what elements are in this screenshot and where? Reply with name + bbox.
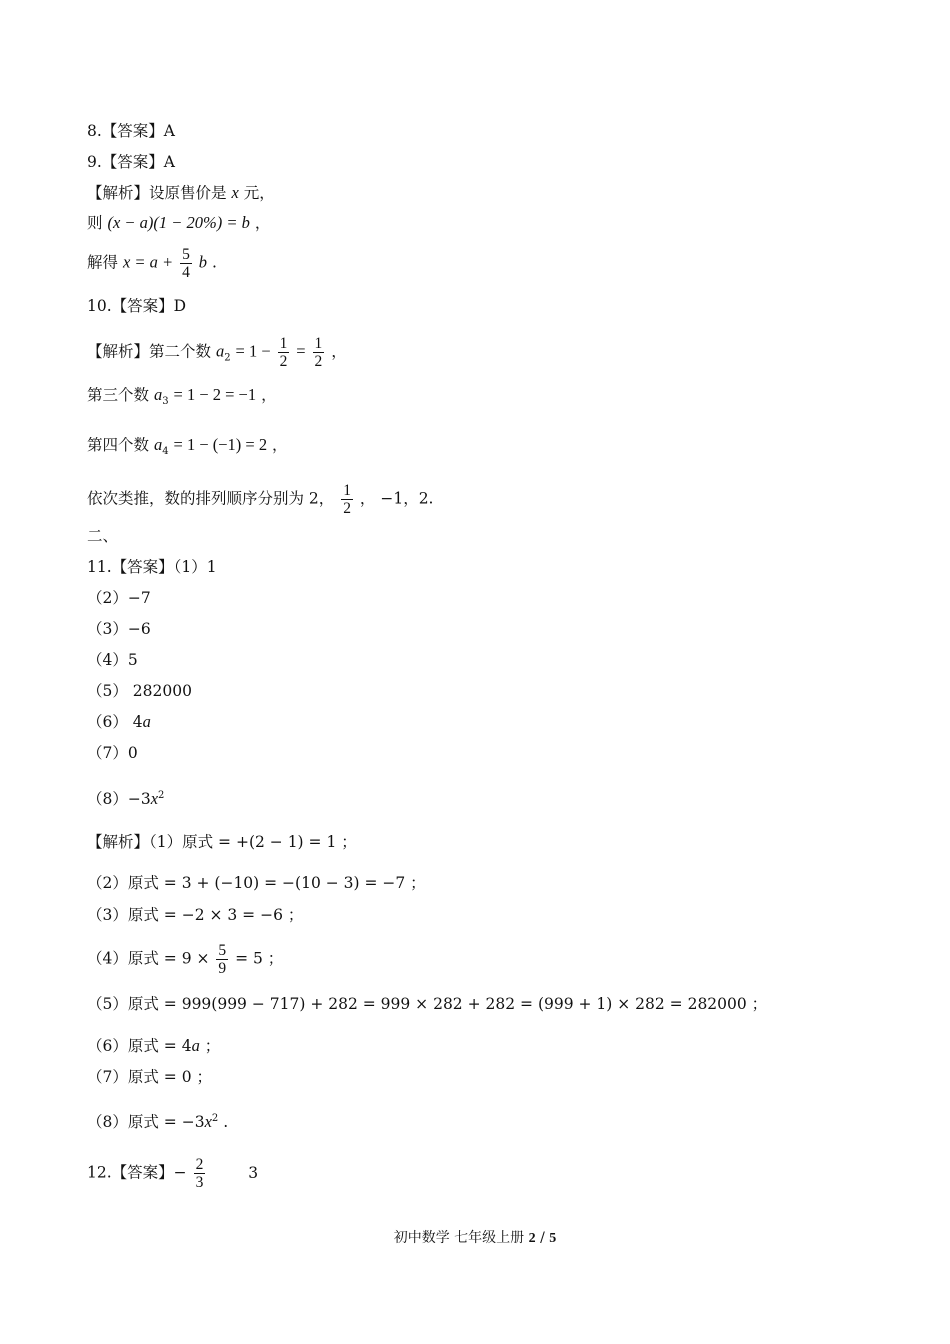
analysis-10-sequence	[87, 482, 434, 517]
analysis-11-3: （3）原式 = −2 × 3 = −6 ；	[87, 906, 304, 924]
analysis-text: ；	[199, 1037, 221, 1055]
analysis-9-intro	[87, 183, 275, 203]
answer-text: 3	[248, 1163, 259, 1182]
fraction-numerator: 1	[343, 482, 351, 499]
analysis-text: .	[211, 253, 217, 272]
page-total: 5	[549, 1231, 557, 1246]
equation: = 1 −	[235, 341, 271, 361]
analysis-text: ， −1，2.	[359, 489, 434, 508]
footer-title: 初中数学 七年级上册	[393, 1230, 529, 1246]
analysis-text: ，	[331, 342, 347, 361]
analysis-text: 则	[87, 214, 103, 232]
analysis-9-equation	[87, 213, 270, 233]
fraction	[278, 335, 290, 370]
analysis-11-7: （7）原式 = 0 ；	[87, 1068, 212, 1086]
analysis-11-5: （5）原式 = 999(999 − 717) + 282 = 999 × 282 + 282 = (999 + 1) × 282 = 282000 ；	[87, 995, 768, 1013]
page-footer	[0, 1227, 950, 1247]
analysis-text: 依次类推，数的排列顺序分别为 2，	[87, 489, 335, 508]
analysis-text: 第四个数	[87, 436, 150, 454]
subscript: 3	[162, 396, 169, 408]
fraction-denominator: 3	[195, 1174, 204, 1191]
analysis-text: 第三个数	[87, 386, 150, 404]
answer-8: 8.【答案】A	[87, 122, 175, 140]
analysis-text: （4）原式 = 9 ×	[87, 949, 210, 968]
fraction-numerator: 1	[314, 335, 323, 352]
analysis-11-1: 【解析】（1）原式 = +(2 − 1) = 1 ；	[87, 833, 357, 851]
analysis-11-4	[87, 942, 283, 977]
answer-text: （8）−3	[87, 790, 151, 809]
fraction	[194, 1156, 206, 1191]
equation: = 1 − 2 = −1	[173, 385, 257, 404]
subscript: 2	[224, 352, 231, 364]
fraction-numerator: 1	[279, 335, 288, 352]
exponent: 2	[158, 790, 165, 801]
var-a: a	[191, 1036, 200, 1055]
fraction-denominator: 2	[343, 500, 351, 517]
answer-text: 12.【答案】−	[87, 1163, 187, 1182]
equation: =	[296, 341, 306, 361]
answer-11-5: （5） 282000	[87, 682, 192, 700]
analysis-10-second	[87, 335, 347, 370]
analysis-text: ，	[254, 214, 271, 232]
fraction	[341, 482, 353, 517]
analysis-text: ，	[261, 386, 277, 404]
answer-11-7: （7）0	[87, 744, 138, 762]
answer-10: 10.【答案】D	[87, 297, 187, 315]
fraction-denominator: 2	[314, 353, 323, 370]
fraction-denominator: 2	[279, 353, 288, 370]
analysis-11-2: （2）原式 = 3 + (−10) = −(10 − 3) = −7 ；	[87, 874, 426, 892]
var-a: a	[215, 341, 225, 361]
var-a: a	[142, 712, 151, 731]
page-separator: /	[535, 1230, 550, 1246]
analysis-text: 解得	[87, 253, 119, 272]
fraction-denominator: 4	[182, 264, 190, 281]
page-number: 2	[528, 1231, 536, 1246]
answer-11-4: （4）5	[87, 651, 138, 669]
analysis-11-6	[87, 1036, 220, 1056]
var-a: a	[153, 385, 163, 404]
answer-text: （6） 4	[87, 713, 143, 731]
var-x: x	[231, 183, 239, 202]
answer-9: 9.【答案】A	[87, 153, 175, 171]
fraction	[313, 335, 325, 370]
var-x: x	[150, 789, 159, 809]
fraction	[216, 942, 228, 977]
fraction-denominator: 9	[218, 960, 227, 977]
analysis-11-8	[87, 1109, 228, 1132]
analysis-9-solution	[87, 246, 217, 281]
analysis-text: = 5 ；	[235, 949, 284, 968]
answer-11: 11.【答案】（1）1	[87, 558, 217, 576]
answer-11-6	[87, 712, 151, 732]
fraction-numerator: 5	[182, 246, 190, 263]
analysis-text: ，	[272, 436, 288, 454]
analysis-text: 【解析】第二个数	[87, 342, 212, 361]
fraction-numerator: 5	[218, 942, 227, 959]
var-b: b	[198, 252, 208, 272]
analysis-text: （8）原式 = −3	[87, 1113, 205, 1132]
analysis-text: 【解析】设原售价是	[87, 184, 227, 202]
analysis-10-third	[87, 385, 277, 412]
fraction	[180, 246, 192, 281]
analysis-text: .	[218, 1113, 229, 1132]
fraction-numerator: 2	[195, 1156, 204, 1173]
answer-11-2: （2）−7	[87, 589, 151, 607]
section-two-heading: 二、	[87, 527, 119, 545]
var-x: x	[204, 1112, 212, 1132]
answer-12	[87, 1156, 258, 1191]
analysis-text: （6）原式 = 4	[87, 1037, 192, 1055]
answer-11-3: （3）−6	[87, 620, 151, 638]
equation: (x − a)(1 − 20%) = b	[107, 213, 250, 232]
analysis-10-fourth	[87, 435, 288, 462]
answer-11-8	[87, 786, 164, 809]
equation: = 1 − (−1) = 2	[173, 435, 268, 454]
var-a: a	[153, 435, 163, 454]
equation: x = a +	[122, 252, 174, 272]
subscript: 4	[162, 446, 169, 458]
analysis-text: 元，	[243, 184, 275, 202]
exponent: 2	[211, 1113, 219, 1124]
